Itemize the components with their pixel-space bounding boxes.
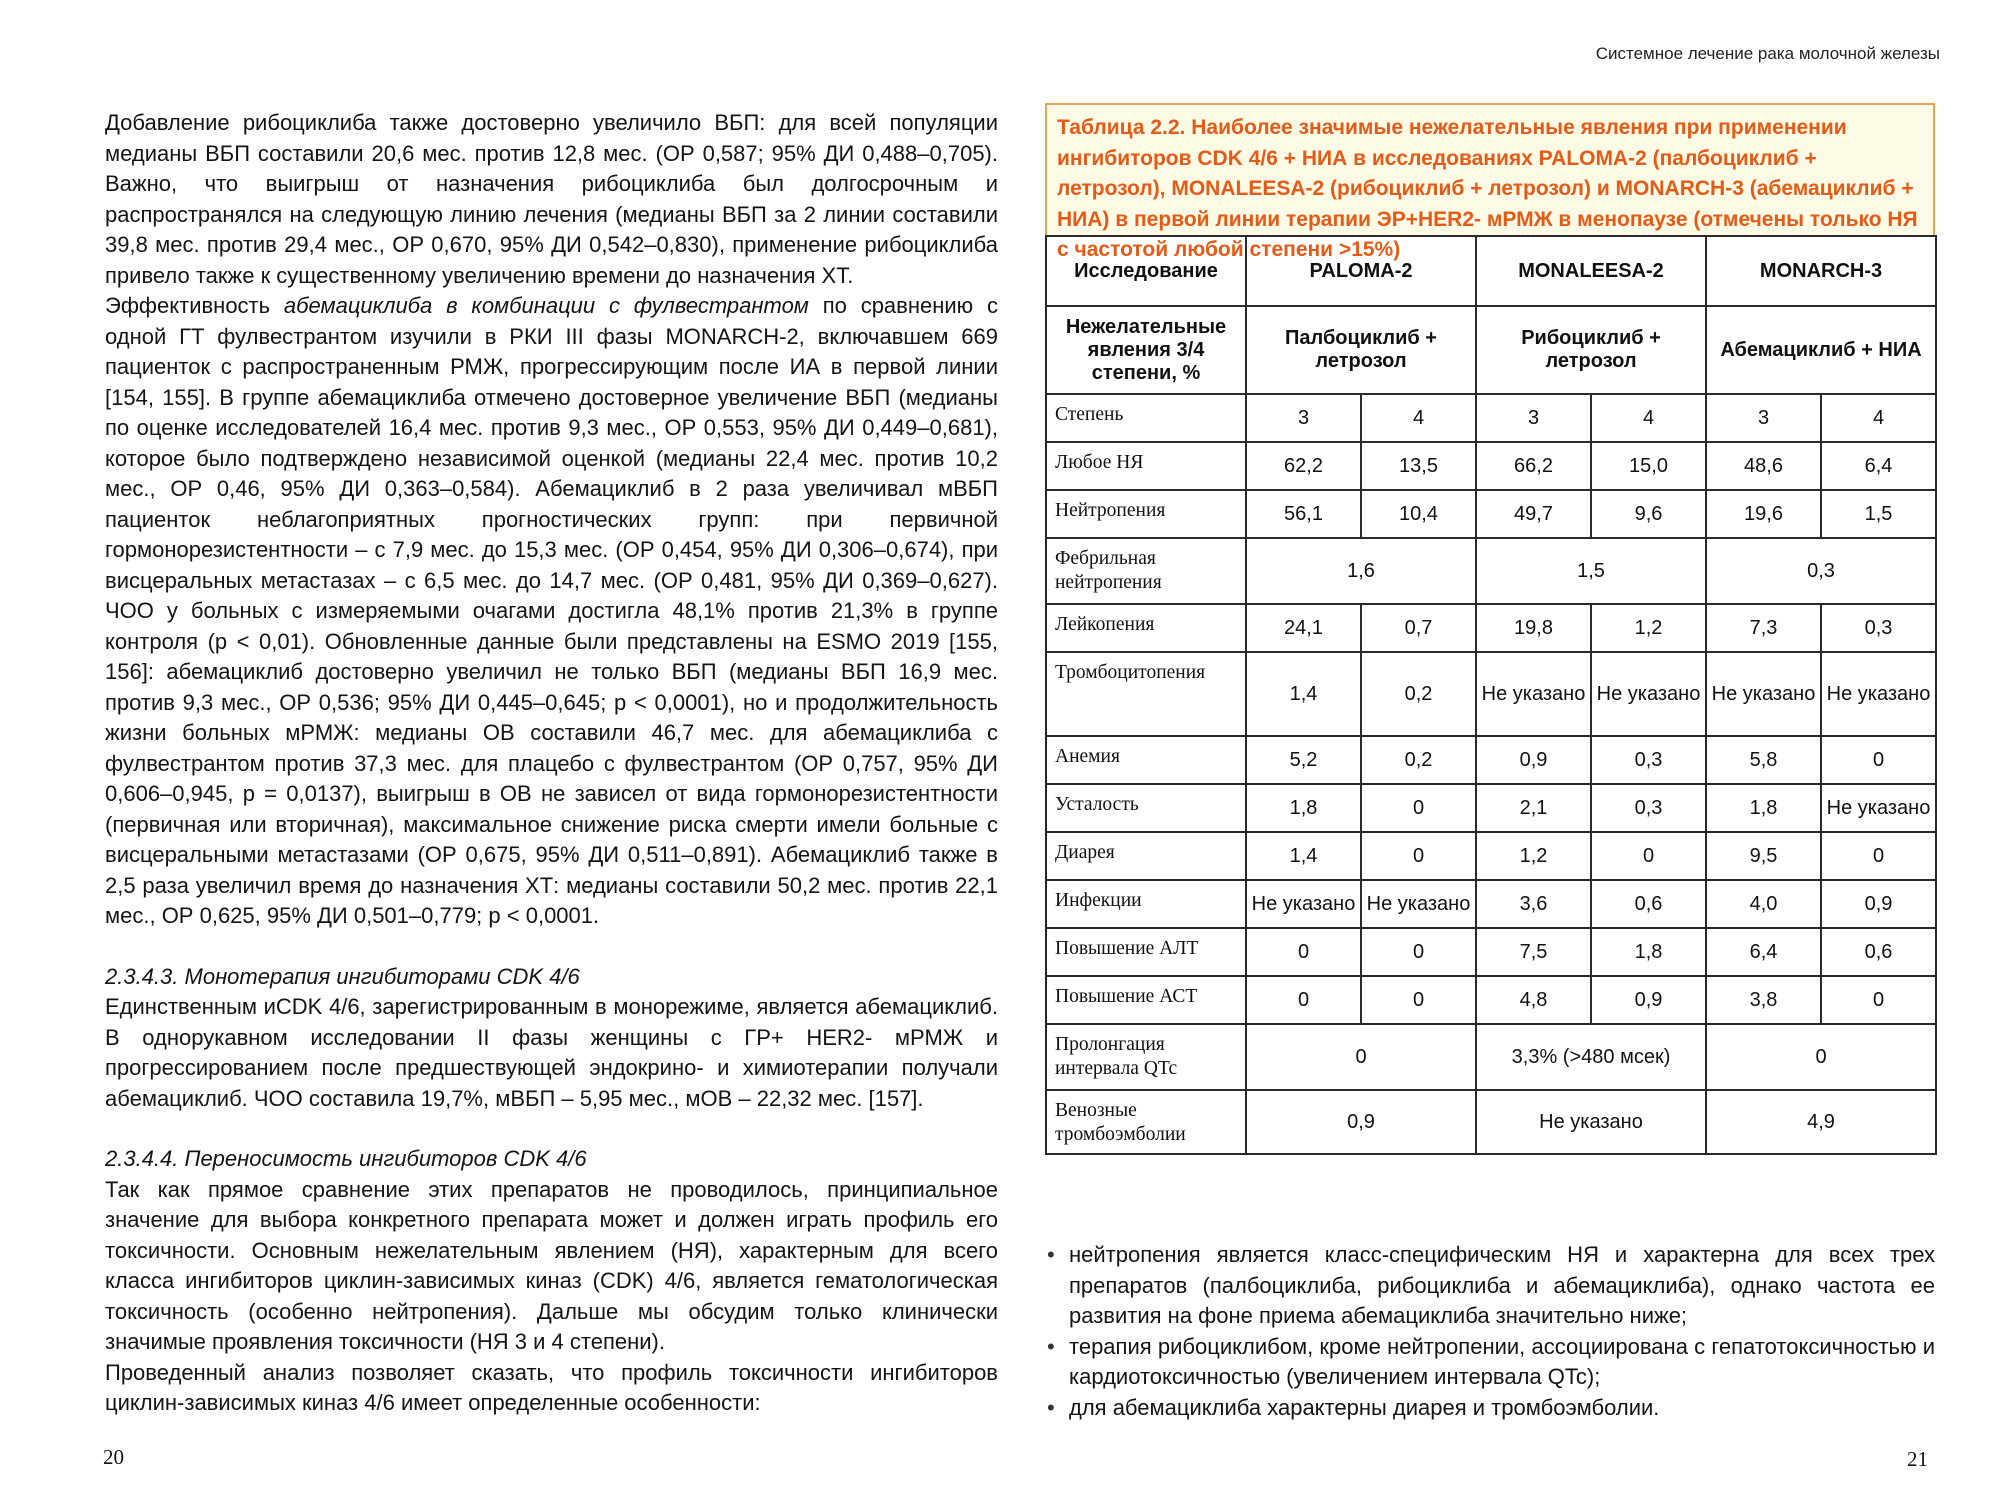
header-drug-ribociclib: Рибоциклиб + летрозол bbox=[1476, 306, 1706, 394]
value-cell: 7,3 bbox=[1706, 604, 1821, 652]
paragraph-analysis: Проведенный анализ позволяет сказать, что профиль токсичности ингибиторов циклин-зависимых киназ 4/6 имеет определенные особенности: bbox=[105, 1359, 998, 1415]
value-cell: 0 bbox=[1591, 832, 1706, 880]
table-row bbox=[1046, 1024, 1936, 1090]
row-label: Фебрильная нейтропения bbox=[1046, 538, 1246, 604]
merged-value-cell: Не указано bbox=[1476, 1090, 1706, 1154]
value-cell: 2,1 bbox=[1476, 784, 1591, 832]
value-cell: Не указано bbox=[1591, 652, 1706, 736]
header-paloma: PALOMA-2 bbox=[1246, 236, 1476, 306]
value-cell: 56,1 bbox=[1246, 490, 1361, 538]
page-number-right: 21 bbox=[1907, 1447, 1928, 1471]
value-cell: 4,8 bbox=[1476, 976, 1591, 1024]
header-monarch: MONARCH-3 bbox=[1706, 236, 1936, 306]
row-label: Усталость bbox=[1046, 784, 1246, 832]
value-cell: 0 bbox=[1246, 928, 1361, 976]
value-cell: 3,8 bbox=[1706, 976, 1821, 1024]
row-label: Инфекции bbox=[1046, 880, 1246, 928]
value-cell: 1,2 bbox=[1476, 832, 1591, 880]
paragraph-ribociclib: Добавление рибоциклиба также достоверно увеличило ВБП: для всей популяции медианы ВБП составили 20,6 мес. против 12,8 мес. (ОР 0,587; 95% ДИ 0,488–0,705). Важно, что выигрыш от назначения рибоциклиба был долгосрочным и распространялся на следующую линию лечения (медианы ВБП за 2 линии составили 39,8 мес. против 29,4 мес., ОР 0,670, 95% ДИ 0,542–0,830), применение рибоциклиба привело также к существенному увеличению времени до назначения ХТ. bbox=[105, 110, 998, 288]
value-cell: 6,4 bbox=[1821, 442, 1936, 490]
value-cell: 1,5 bbox=[1821, 490, 1936, 538]
table-row bbox=[1046, 832, 1936, 880]
value-cell: 19,8 bbox=[1476, 604, 1591, 652]
merged-value-cell: 0 bbox=[1246, 1024, 1476, 1090]
value-cell: 5,2 bbox=[1246, 736, 1361, 784]
value-cell: 7,5 bbox=[1476, 928, 1591, 976]
table-row bbox=[1046, 784, 1936, 832]
table-row bbox=[1046, 490, 1936, 538]
value-cell: Не указано bbox=[1821, 784, 1936, 832]
header-adverse-events: Нежелательные явления 3/4 степени, % bbox=[1046, 306, 1246, 394]
merged-value-cell: 3,3% (>480 мсек) bbox=[1476, 1024, 1706, 1090]
value-cell: 24,1 bbox=[1246, 604, 1361, 652]
value-cell: 15,0 bbox=[1591, 442, 1706, 490]
grade-cell: 3 bbox=[1246, 394, 1361, 442]
grade-cell: 3 bbox=[1706, 394, 1821, 442]
left-column bbox=[105, 108, 998, 1419]
row-label: Венозные тромбоэмболии bbox=[1046, 1090, 1246, 1154]
value-cell: 66,2 bbox=[1476, 442, 1591, 490]
grade-row bbox=[1046, 394, 1936, 442]
table-row bbox=[1046, 736, 1936, 784]
value-cell: 0 bbox=[1361, 832, 1476, 880]
bullet-item: • нейтропения является класс-специфическим НЯ и характерна для всех трех препаратов (палбоциклиба, рибоциклиба и абемациклиба), однако частота ее развития на фоне приема абемациклиба значительно ниже; bbox=[1047, 1240, 1935, 1332]
value-cell: 0,7 bbox=[1361, 604, 1476, 652]
value-cell: 4,0 bbox=[1706, 880, 1821, 928]
value-cell: Не указано bbox=[1246, 880, 1361, 928]
row-label: Анемия bbox=[1046, 736, 1246, 784]
value-cell: 9,6 bbox=[1591, 490, 1706, 538]
table-row bbox=[1046, 976, 1936, 1024]
value-cell: 1,4 bbox=[1246, 652, 1361, 736]
value-cell: 62,2 bbox=[1246, 442, 1361, 490]
merged-value-cell: 1,6 bbox=[1246, 538, 1476, 604]
value-cell: 1,8 bbox=[1591, 928, 1706, 976]
paragraph-monotherapy: Единственным иCDK 4/6, зарегистрированным в монорежиме, является абемациклиб. В однорукавном исследовании II фазы женщины с ГР+ HER2- мРМЖ и прогрессированием после предшествующей эндокрино- и химиотерапии получали абемациклиб. ЧОО составила 19,7%, мВБП – 5,95 мес., мОВ – 22,32 мес. [157]. bbox=[105, 994, 998, 1111]
value-cell: Не указано bbox=[1476, 652, 1591, 736]
value-cell: 0 bbox=[1361, 976, 1476, 1024]
value-cell: 0 bbox=[1361, 928, 1476, 976]
table-row bbox=[1046, 880, 1936, 928]
value-cell: 0,3 bbox=[1591, 736, 1706, 784]
grade-cell: 3 bbox=[1476, 394, 1591, 442]
value-cell: 0,9 bbox=[1476, 736, 1591, 784]
row-label: Пролонгация интервала QTc bbox=[1046, 1024, 1246, 1090]
grade-cell: 4 bbox=[1591, 394, 1706, 442]
value-cell: 49,7 bbox=[1476, 490, 1591, 538]
bullet-list bbox=[1047, 1240, 1935, 1423]
value-cell: Не указано bbox=[1706, 652, 1821, 736]
value-cell: 5,8 bbox=[1706, 736, 1821, 784]
value-cell: 0,9 bbox=[1591, 976, 1706, 1024]
section-heading-monotherapy: 2.3.4.3. Монотерапия ингибиторами CDK 4/6 bbox=[105, 963, 580, 989]
row-label: Лейкопения bbox=[1046, 604, 1246, 652]
header-row-drugs bbox=[1046, 306, 1936, 394]
header-drug-palbociclib: Палбоциклиб + летрозол bbox=[1246, 306, 1476, 394]
value-cell: 1,4 bbox=[1246, 832, 1361, 880]
grade-label: Степень bbox=[1046, 394, 1246, 442]
table-caption: Таблица 2.2. Наиболее значимые нежелательные явления при применении ингибиторов CDK 4/6 + НИА в исследованиях PALOMA-2 (палбоциклиб + летрозол), MONALEESA-2 (рибоциклиб + летрозол) и MONARCH-3 (абемациклиб + НИА) в первой линии терапии ЭР+HER2- мРМЖ в менопаузе (отмечены только НЯ с частотой любой степени >15%) bbox=[1045, 103, 1935, 235]
value-cell: 10,4 bbox=[1361, 490, 1476, 538]
merged-value-cell: 0,9 bbox=[1246, 1090, 1476, 1154]
section-heading-tolerability: 2.3.4.4. Переносимость ингибиторов CDK 4/6 bbox=[105, 1146, 587, 1171]
merged-value-cell: 4,9 bbox=[1706, 1090, 1936, 1154]
table-body bbox=[1046, 394, 1936, 1154]
value-cell: 19,6 bbox=[1706, 490, 1821, 538]
row-label: Повышение АСТ bbox=[1046, 976, 1246, 1024]
row-label: Повышение АЛТ bbox=[1046, 928, 1246, 976]
table-row bbox=[1046, 538, 1936, 604]
value-cell: 0 bbox=[1246, 976, 1361, 1024]
value-cell: 1,8 bbox=[1706, 784, 1821, 832]
merged-value-cell: 0 bbox=[1706, 1024, 1936, 1090]
value-cell: Не указано bbox=[1361, 880, 1476, 928]
value-cell: 6,4 bbox=[1706, 928, 1821, 976]
paragraph-monarch2 bbox=[105, 291, 998, 932]
row-label: Любое НЯ bbox=[1046, 442, 1246, 490]
header-monaleesa: MONALEESA-2 bbox=[1476, 236, 1706, 306]
merged-value-cell: 0,3 bbox=[1706, 538, 1936, 604]
row-label: Нейтропения bbox=[1046, 490, 1246, 538]
table-row bbox=[1046, 604, 1936, 652]
adverse-events-table bbox=[1045, 235, 1937, 1155]
value-cell: 0 bbox=[1821, 976, 1936, 1024]
value-cell: 0 bbox=[1821, 736, 1936, 784]
value-cell: 3,6 bbox=[1476, 880, 1591, 928]
value-cell: 0,6 bbox=[1821, 928, 1936, 976]
header-study: Исследование bbox=[1046, 236, 1246, 306]
paragraph-monarch2-rest: по сравнению с одной ГТ фулвестрантом изучили в РКИ III фазы MONARCH-2, включавшем 669 пациенток с распространенным РМЖ, прогрессирующим после ИА в первой линии [154, 155]. В группе абемациклиба отмечено достоверное увеличение ВБП (медианы по оценке исследователей 16,4 мес. против 9,3 мес., ОР 0,553, 95% ДИ 0,449–0,681), которое было подтверждено независимой оценкой (медианы 22,4 мес. против 10,2 мес., ОР 0,46, 95% ДИ 0,363–0,584). Абемациклиб в 2 раза увеличивал мВБП пациенток неблагоприятных прогностических групп: при первичной гормонорезистентности – с 7,9 мес. до 15,3 мес. (ОР 0,454, 95% ДИ 0,306–0,674), при висцеральных метастазах – с 6,5 мес. до 14,7 мес. (ОР 0,481, 95% ДИ 0,369–0,627). ЧОО у больных с измеряемыми очагами достигла 48,1% против 21,3% в группе контроля (p < 0,01). Обновленные данные были представлены на ESMO 2019 [155, 156]: абемациклиб достоверно увеличил не только ВБП (медианы ВБП 16,9 мес. против 9,3 мес., ОР 0,536; 95% ДИ 0,445–0,645; p < 0,0001), но и продолжительность жизни больных мРМЖ: медианы ОВ составили 46,7 мес. для абемациклиба с фулвестрантом против 37,3 мес. для плацебо с фулвестрантом (ОР 0,757, 95% ДИ 0,606–0,945, p = 0,0137), выигрыш в ОВ не зависел от вида гормонорезистентности (первичная или вторичная), максимальное снижение риска смерти имели больные с висцеральными метастазами (ОР 0,675, 95% ДИ 0,511–0,891). Абемациклиб также в 2,5 раза увеличил время до назначения ХТ: медианы составили 50,2 мес. против 22,1 мес., ОР 0,625, 95% ДИ 0,501–0,779; p < 0,0001. bbox=[105, 293, 998, 928]
merged-value-cell: 1,5 bbox=[1476, 538, 1706, 604]
bullet-item: • для абемациклиба характерны диарея и тромбоэмболии. bbox=[1047, 1393, 1935, 1424]
bullet-item: • терапия рибоциклибом, кроме нейтропении, ассоциирована с гепатотоксичностью и кардиотоксичностью (увеличением интервала QTc); bbox=[1047, 1332, 1935, 1393]
abemaciclib-fulvestrant-term: абемациклиба в комбинации с фулвестрантом bbox=[283, 293, 809, 318]
page-number-left: 20 bbox=[103, 1445, 124, 1469]
table-row bbox=[1046, 442, 1936, 490]
value-cell: 13,5 bbox=[1361, 442, 1476, 490]
table-row bbox=[1046, 928, 1936, 976]
running-head: Системное лечение рака молочной железы bbox=[1595, 44, 1940, 63]
value-cell: 0,6 bbox=[1591, 880, 1706, 928]
value-cell: 0 bbox=[1361, 784, 1476, 832]
grade-cell: 4 bbox=[1361, 394, 1476, 442]
grade-cell: 4 bbox=[1821, 394, 1936, 442]
value-cell: 1,2 bbox=[1591, 604, 1706, 652]
value-cell: 0,2 bbox=[1361, 736, 1476, 784]
header-drug-abemaciclib: Абемациклиб + НИА bbox=[1706, 306, 1936, 394]
value-cell: 1,8 bbox=[1246, 784, 1361, 832]
value-cell: 48,6 bbox=[1706, 442, 1821, 490]
paragraph-monarch2-start: Эффективность bbox=[105, 293, 284, 318]
paragraph-tolerability: Так как прямое сравнение этих препаратов не проводилось, принципиальное значение для выбора конкретного препарата может и должен играть профиль его токсичности. Основным нежелательным явлением (НЯ), характерным для всего класса ингибиторов циклин-зависимых киназ (CDK) 4/6, является гематологическая токсичность (особенно нейтропения). Дальше мы обсудим только клинически значимые проявления токсичности (НЯ 3 и 4 степени). bbox=[105, 1176, 998, 1354]
value-cell: 0 bbox=[1821, 832, 1936, 880]
value-cell: Не указано bbox=[1821, 652, 1936, 736]
value-cell: 9,5 bbox=[1706, 832, 1821, 880]
table-row bbox=[1046, 652, 1936, 736]
table-2-2 bbox=[1045, 103, 1935, 1155]
row-label: Диарея bbox=[1046, 832, 1246, 880]
value-cell: 0,3 bbox=[1821, 604, 1936, 652]
value-cell: 0,9 bbox=[1821, 880, 1936, 928]
table-row bbox=[1046, 1090, 1936, 1154]
value-cell: 0,3 bbox=[1591, 784, 1706, 832]
value-cell: 0,2 bbox=[1361, 652, 1476, 736]
row-label: Тромбоцитопения bbox=[1046, 652, 1246, 736]
